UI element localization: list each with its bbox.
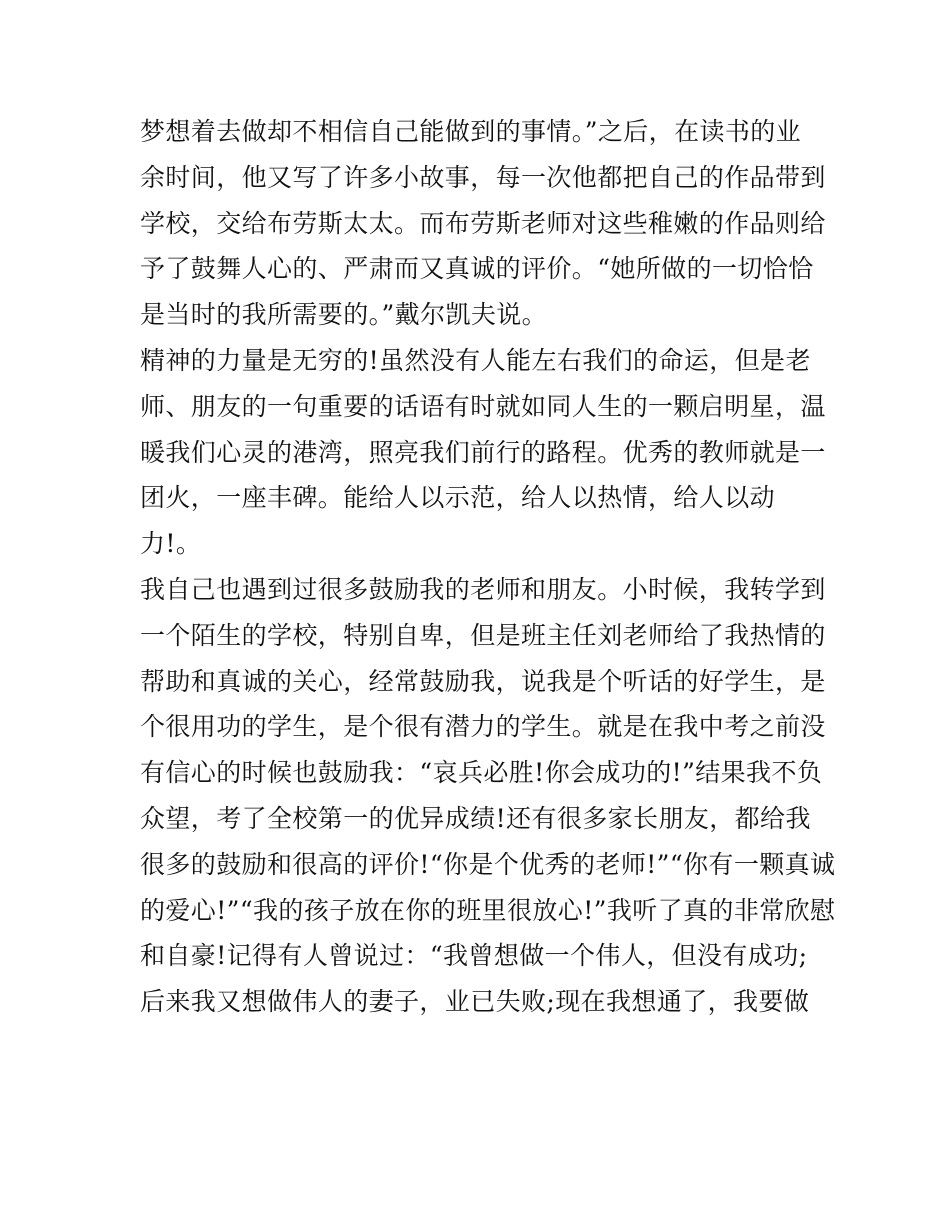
text-line: 暖我们心灵的港湾，照亮我们前行的路程。优秀的教师就是一: [140, 437, 826, 467]
text-line: 梦想着去做却不相信自己能做到的事情。”之后，在读书的业: [140, 117, 802, 146]
text-line: 余时间，他又写了许多小故事，每一次他都把自己的作品带到: [140, 162, 826, 192]
text-line: 师、朋友的一句重要的话语有时就如同人生的一颗启明星，温: [140, 391, 826, 421]
text-line: 后来我又想做伟人的妻子，业已失败;现在我想通了，我要做: [140, 987, 810, 1017]
text-line: 众望，考了全校第一的优异成绩!还有很多家长朋友，都给我: [140, 803, 811, 833]
text-line: 帮助和真诚的关心，经常鼓励我，说我是个听话的好学生，是: [140, 666, 826, 696]
text-line: 很多的鼓励和很高的评价!“你是个优秀的老师!”“你有一颗真诚: [140, 849, 836, 879]
text-line: 我自己也遇到过很多鼓励我的老师和朋友。小时候，我转学到: [140, 574, 826, 604]
text-line: 个很用功的学生，是个很有潜力的学生。就是在我中考之前没: [140, 712, 826, 742]
text-line: 一个陌生的学校，特别自卑，但是班主任刘老师给了我热情的: [140, 620, 826, 650]
body-text: [140, 109, 836, 1025]
text-line: 的爱心!”“我的孩子放在你的班里很放心!”我听了真的非常欣慰: [140, 895, 836, 925]
text-line: 团火，一座丰碑。能给人以示范，给人以热情，给人以动: [140, 483, 776, 513]
text-line: 学校，交给布劳斯太太。而布劳斯老师对这些稚嫩的作品则给: [140, 208, 826, 238]
text-line: 是当时的我所需要的。”戴尔凯夫说。: [140, 300, 548, 330]
text-line: 力!。: [140, 529, 202, 559]
text-line: 有信心的时候也鼓励我：“哀兵必胜!你会成功的!”结果我不负: [140, 758, 823, 788]
text-line: 精神的力量是无穷的!虽然没有人能左右我们的命运，但是老: [140, 345, 811, 375]
text-line: 和自豪!记得有人曾说过：“我曾想做一个伟人，但没有成功;: [140, 941, 808, 971]
text-line: 予了鼓舞人心的、严肃而又真诚的评价。“她所做的一切恰恰: [140, 254, 814, 284]
